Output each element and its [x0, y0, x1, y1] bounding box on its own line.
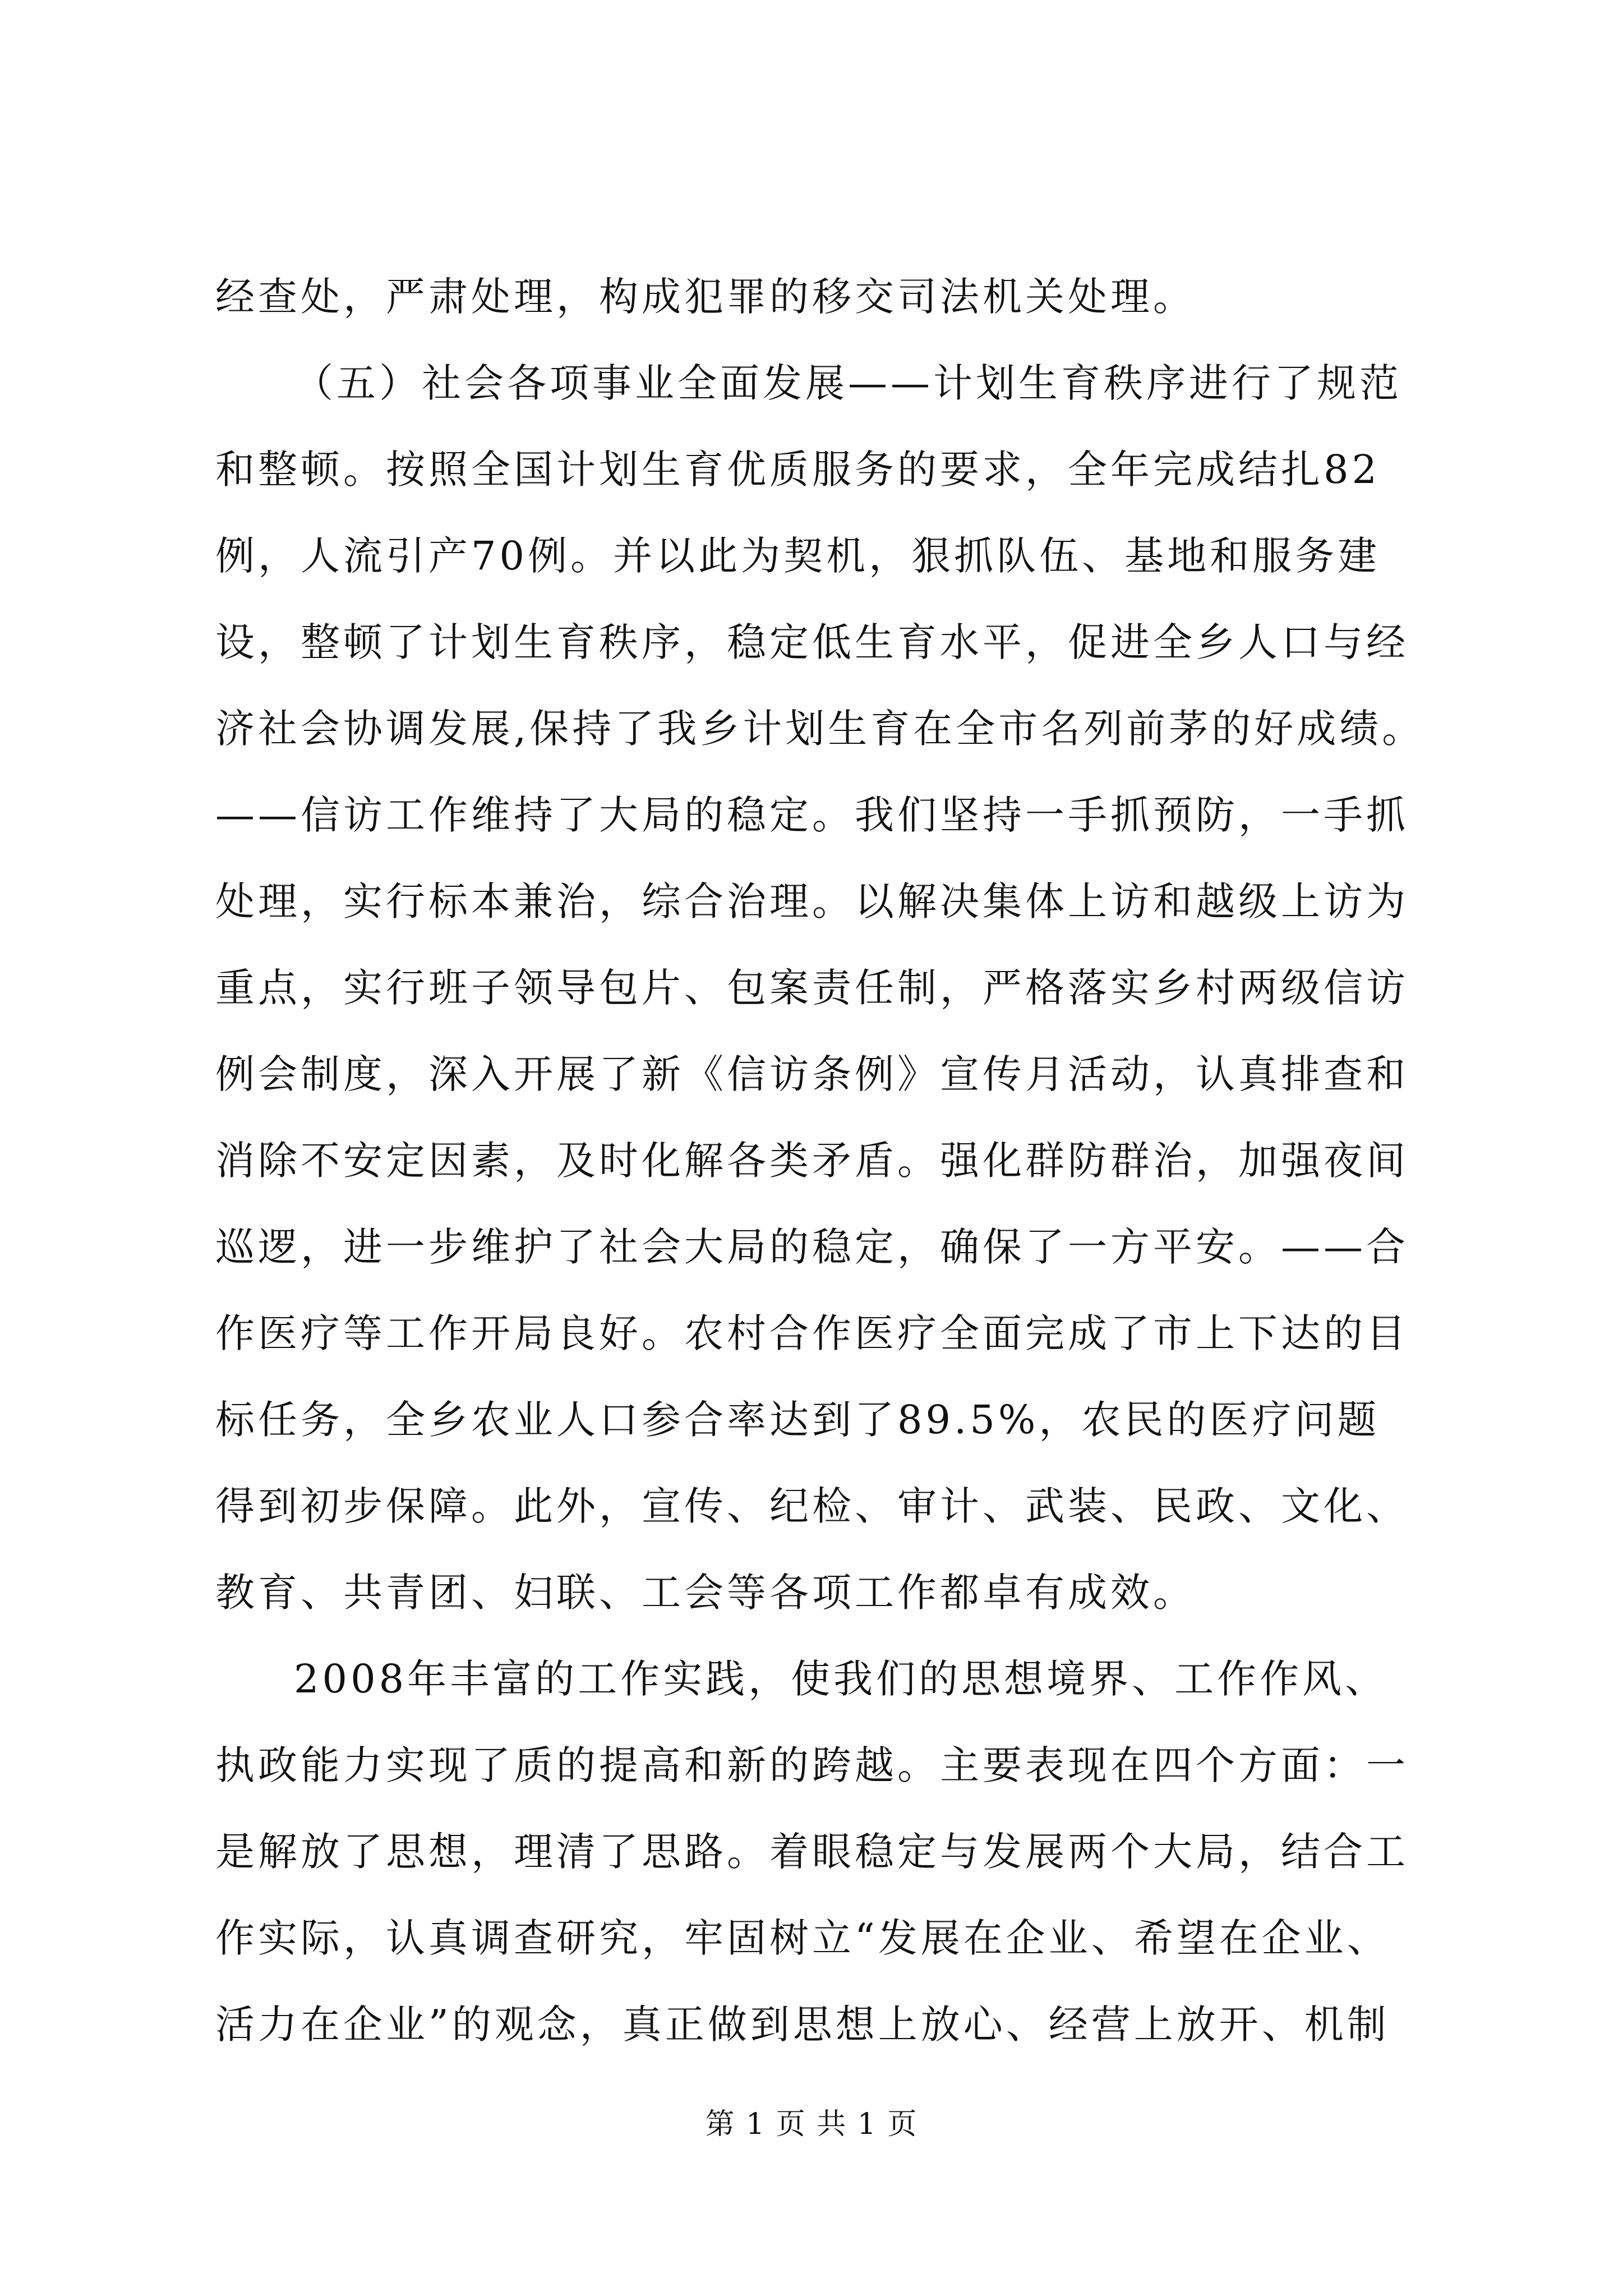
text-line: 重点，实行班子领导包片、包案责任制，严格落实乡村两级信访 — [215, 965, 1409, 1011]
page-footer — [0, 2105, 1623, 2144]
text-line: 作实际，认真调查研究，牢固树立“发展在企业、希望在企业、 — [215, 1915, 1390, 1961]
text-line: 得到初步保障。此外，宣传、纪检、审计、武装、民政、文化、 — [215, 1483, 1409, 1529]
text-line: 标任务，全乡农业人口参合率达到了89.5%，农民的医疗问题 — [215, 1397, 1380, 1443]
text-line: ——信访工作维持了大局的稳定。我们坚持一手抓预防，一手抓 — [215, 792, 1409, 838]
text-line: 作医疗等工作开局良好。农村合作医疗全面完成了市上下达的目 — [215, 1310, 1409, 1356]
text-line: 2008年丰富的工作实践，使我们的思想境界、工作作风、 — [294, 1656, 1388, 1702]
text-line: 例，人流引产70例。并以此为契机，狠抓队伍、基地和服务建 — [215, 533, 1381, 579]
page-number-label: 第 1 页 共 1 页 — [705, 2108, 918, 2141]
text-line: 处理，实行标本兼治，综合治理。以解决集体上访和越级上访为 — [215, 878, 1409, 924]
body-text — [215, 254, 1449, 2068]
text-line: 济社会协调发展,保持了我乡计划生育在全市名列前茅的好成绩。 — [215, 706, 1425, 752]
text-line: 设，整顿了计划生育秩序，稳定低生育水平，促进全乡人口与经 — [215, 619, 1409, 665]
text-line: 执政能力实现了质的提高和新的跨越。主要表现在四个方面：一 — [215, 1742, 1409, 1788]
text-line: 消除不安定因素，及时化解各类矛盾。强化群防群治，加强夜间 — [215, 1138, 1409, 1184]
text-line: 例会制度，深入开展了新《信访条例》宣传月活动，认真排查和 — [215, 1051, 1409, 1097]
text-line: 巡逻，进一步维护了社会大局的稳定，确保了一方平安。——合 — [215, 1224, 1409, 1270]
text-line: 活力在企业”的观念，真正做到思想上放心、经营上放开、机制 — [215, 2001, 1390, 2047]
text-line: 是解放了思想，理清了思路。着眼稳定与发展两个大局，结合工 — [215, 1829, 1409, 1875]
text-line: 和整顿。按照全国计划生育优质服务的要求，全年完成结扎82 — [215, 447, 1381, 493]
text-line: 教育、共青团、妇联、工会等各项工作都卓有成效。 — [215, 1570, 1196, 1616]
text-line: 经查处，严肃处理，构成犯罪的移交司法机关处理。 — [215, 274, 1196, 320]
text-line: （五）社会各项事业全面发展——计划生育秩序进行了规范 — [294, 360, 1402, 406]
